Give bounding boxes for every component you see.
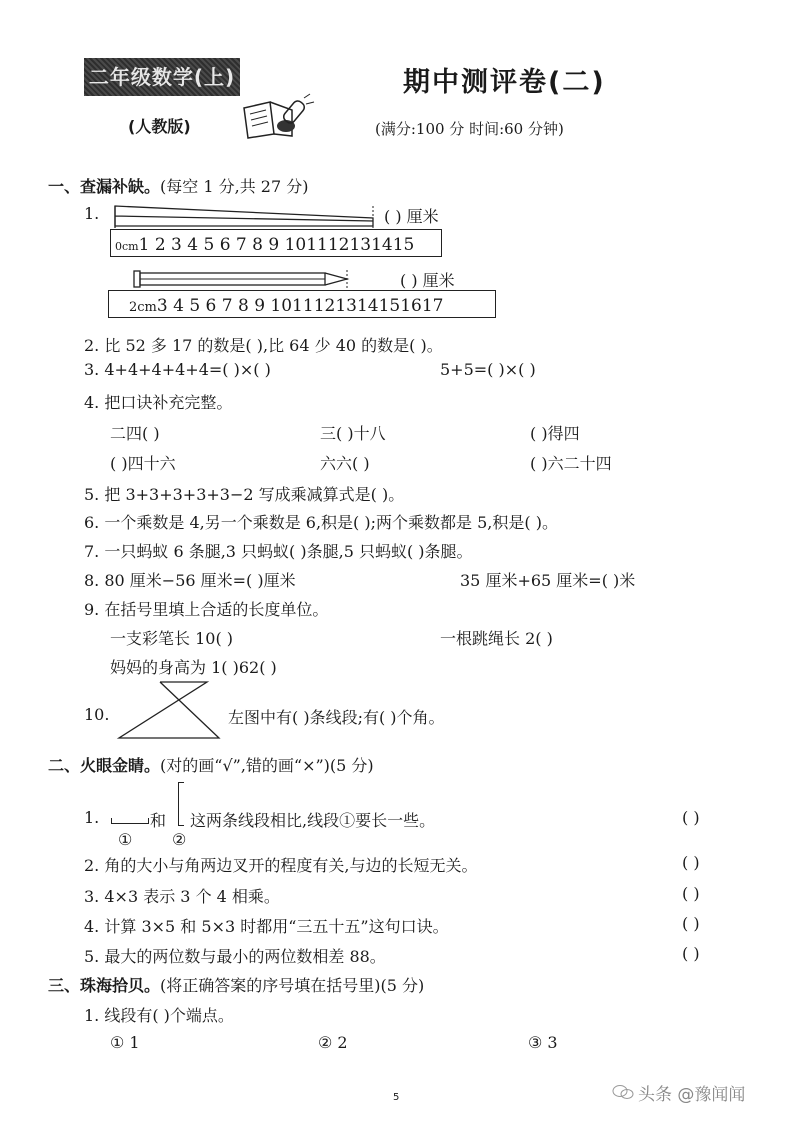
option-3[interactable]: ③ 3: [528, 1033, 558, 1052]
segment-label-1: ①: [118, 830, 133, 849]
edition-label: (人教版): [128, 117, 191, 136]
section2-title: 二、火眼金睛。: [48, 756, 161, 775]
hourglass-figure: [115, 680, 225, 742]
option-2[interactable]: ② 2: [318, 1033, 348, 1052]
section1-title: 一、查漏补缺。: [48, 177, 161, 196]
s2-q4-text: 计算 3×5 和 5×3 时都用“三五十五”这句口诀。: [104, 917, 449, 936]
s2-q4-answer[interactable]: ( ): [682, 914, 700, 933]
pencil-measured-2: [133, 270, 353, 290]
q2-text: 2. 比 52 多 17 的数是( ),比 64 少 40 的数是( )。: [84, 336, 443, 355]
q9-item: 妈妈的身高为 1( )62( ): [110, 658, 277, 677]
q4-item: ( )四十六: [110, 454, 176, 473]
score-time-info: (满分:100 分 时间:60 分钟): [375, 120, 564, 138]
q9-item: 一支彩笔长 10( ): [110, 629, 234, 648]
s2-q2-text: 角的大小与角两边叉开的程度有关,与边的长短无关。: [104, 856, 478, 875]
ruler-1-start: 0cm: [115, 240, 139, 253]
q4-item: 二四( ): [110, 424, 160, 443]
page-number: 5: [393, 1092, 400, 1103]
ruler-1: [110, 229, 442, 257]
segment-1: [111, 818, 149, 824]
q4-text: 4. 把口诀补充完整。: [84, 393, 233, 412]
segment-2: [178, 782, 184, 826]
q3-text-a: 3. 4+4+4+4+4=( )×( ): [84, 360, 271, 379]
q4-item: ( )得四: [530, 424, 580, 443]
segment-join: 和: [150, 811, 167, 830]
q5-text: 5. 把 3+3+3+3+3−2 写成乘减算式是( )。: [84, 485, 405, 504]
watermark: 头条 @豫闻闻: [638, 1085, 746, 1105]
section2-note: (对的画“√”,错的画“×”)(5 分): [160, 756, 374, 775]
q4-item: 三( )十八: [320, 424, 386, 443]
s3-q1-text: 1. 线段有( )个端点。: [84, 1006, 234, 1025]
q8-text-b: 35 厘米+65 厘米=( )米: [460, 571, 636, 590]
s2-q2-number: 2.: [84, 856, 100, 875]
option-1[interactable]: ① 1: [110, 1033, 140, 1052]
ruler-2-start: 2cm: [129, 300, 157, 315]
s2-q4-number: 4.: [84, 917, 100, 936]
page-title: 期中测评卷(二): [403, 67, 606, 98]
section1-note: (每空 1 分,共 27 分): [160, 177, 309, 196]
section3-title: 三、珠海拾贝。: [48, 976, 161, 995]
q10-text: 左图中有( )条线段;有( )个角。: [228, 708, 445, 727]
s2-q5-text: 最大的两位数与最小的两位数相差 88。: [104, 947, 386, 966]
q1-answer-1[interactable]: ( ) 厘米: [384, 207, 439, 226]
q1-number: 1.: [84, 204, 100, 223]
s2-q5-answer[interactable]: ( ): [682, 944, 700, 963]
q9-text: 9. 在括号里填上合适的长度单位。: [84, 600, 329, 619]
s2-q3-number: 3.: [84, 887, 100, 906]
section3-note: (将正确答案的序号填在括号里)(5 分): [160, 976, 425, 995]
ruler-2: [108, 290, 496, 318]
s2-q2-answer[interactable]: ( ): [682, 853, 700, 872]
grade-badge: 二年级数学(上): [84, 58, 240, 96]
q8-text-a: 8. 80 厘米−56 厘米=( )厘米: [84, 571, 296, 590]
wechat-icon: [612, 1084, 634, 1104]
s2-q1-number: 1.: [84, 808, 100, 827]
q9-item: 一根跳绳长 2( ): [440, 629, 553, 648]
q4-item: 六六( ): [320, 454, 370, 473]
q1-answer-2[interactable]: ( ) 厘米: [400, 271, 455, 290]
s2-q3-text: 4×3 表示 3 个 4 相乘。: [104, 887, 280, 906]
q10-number: 10.: [84, 705, 110, 724]
q3-text-b: 5+5=( )×( ): [440, 360, 536, 379]
q4-item: ( )六二十四: [530, 454, 612, 473]
section1-heading: [48, 174, 308, 197]
ruler-2-numbers: 3 4 5 6 7 8 9 1011121314151617: [156, 296, 444, 316]
section2-heading: [48, 753, 374, 776]
section3-heading: [48, 973, 424, 996]
ruler-1-numbers: 1 2 3 4 5 6 7 8 9 101112131415: [138, 235, 415, 255]
s2-q5-number: 5.: [84, 947, 100, 966]
s2-q1-answer[interactable]: ( ): [682, 808, 700, 827]
q6-text: 6. 一个乘数是 4,另一个乘数是 6,积是( );两个乘数都是 5,积是( )。: [84, 513, 558, 532]
q7-text: 7. 一只蚂蚁 6 条腿,3 只蚂蚁( )条腿,5 只蚂蚁( )条腿。: [84, 542, 473, 561]
object-measured-1: [114, 204, 374, 228]
s2-q3-answer[interactable]: ( ): [682, 884, 700, 903]
book-and-stamp-icon: [240, 90, 320, 140]
s2-q1-text: 这两条线段相比,线段①要长一些。: [190, 811, 436, 830]
segment-label-2: ②: [172, 830, 187, 849]
